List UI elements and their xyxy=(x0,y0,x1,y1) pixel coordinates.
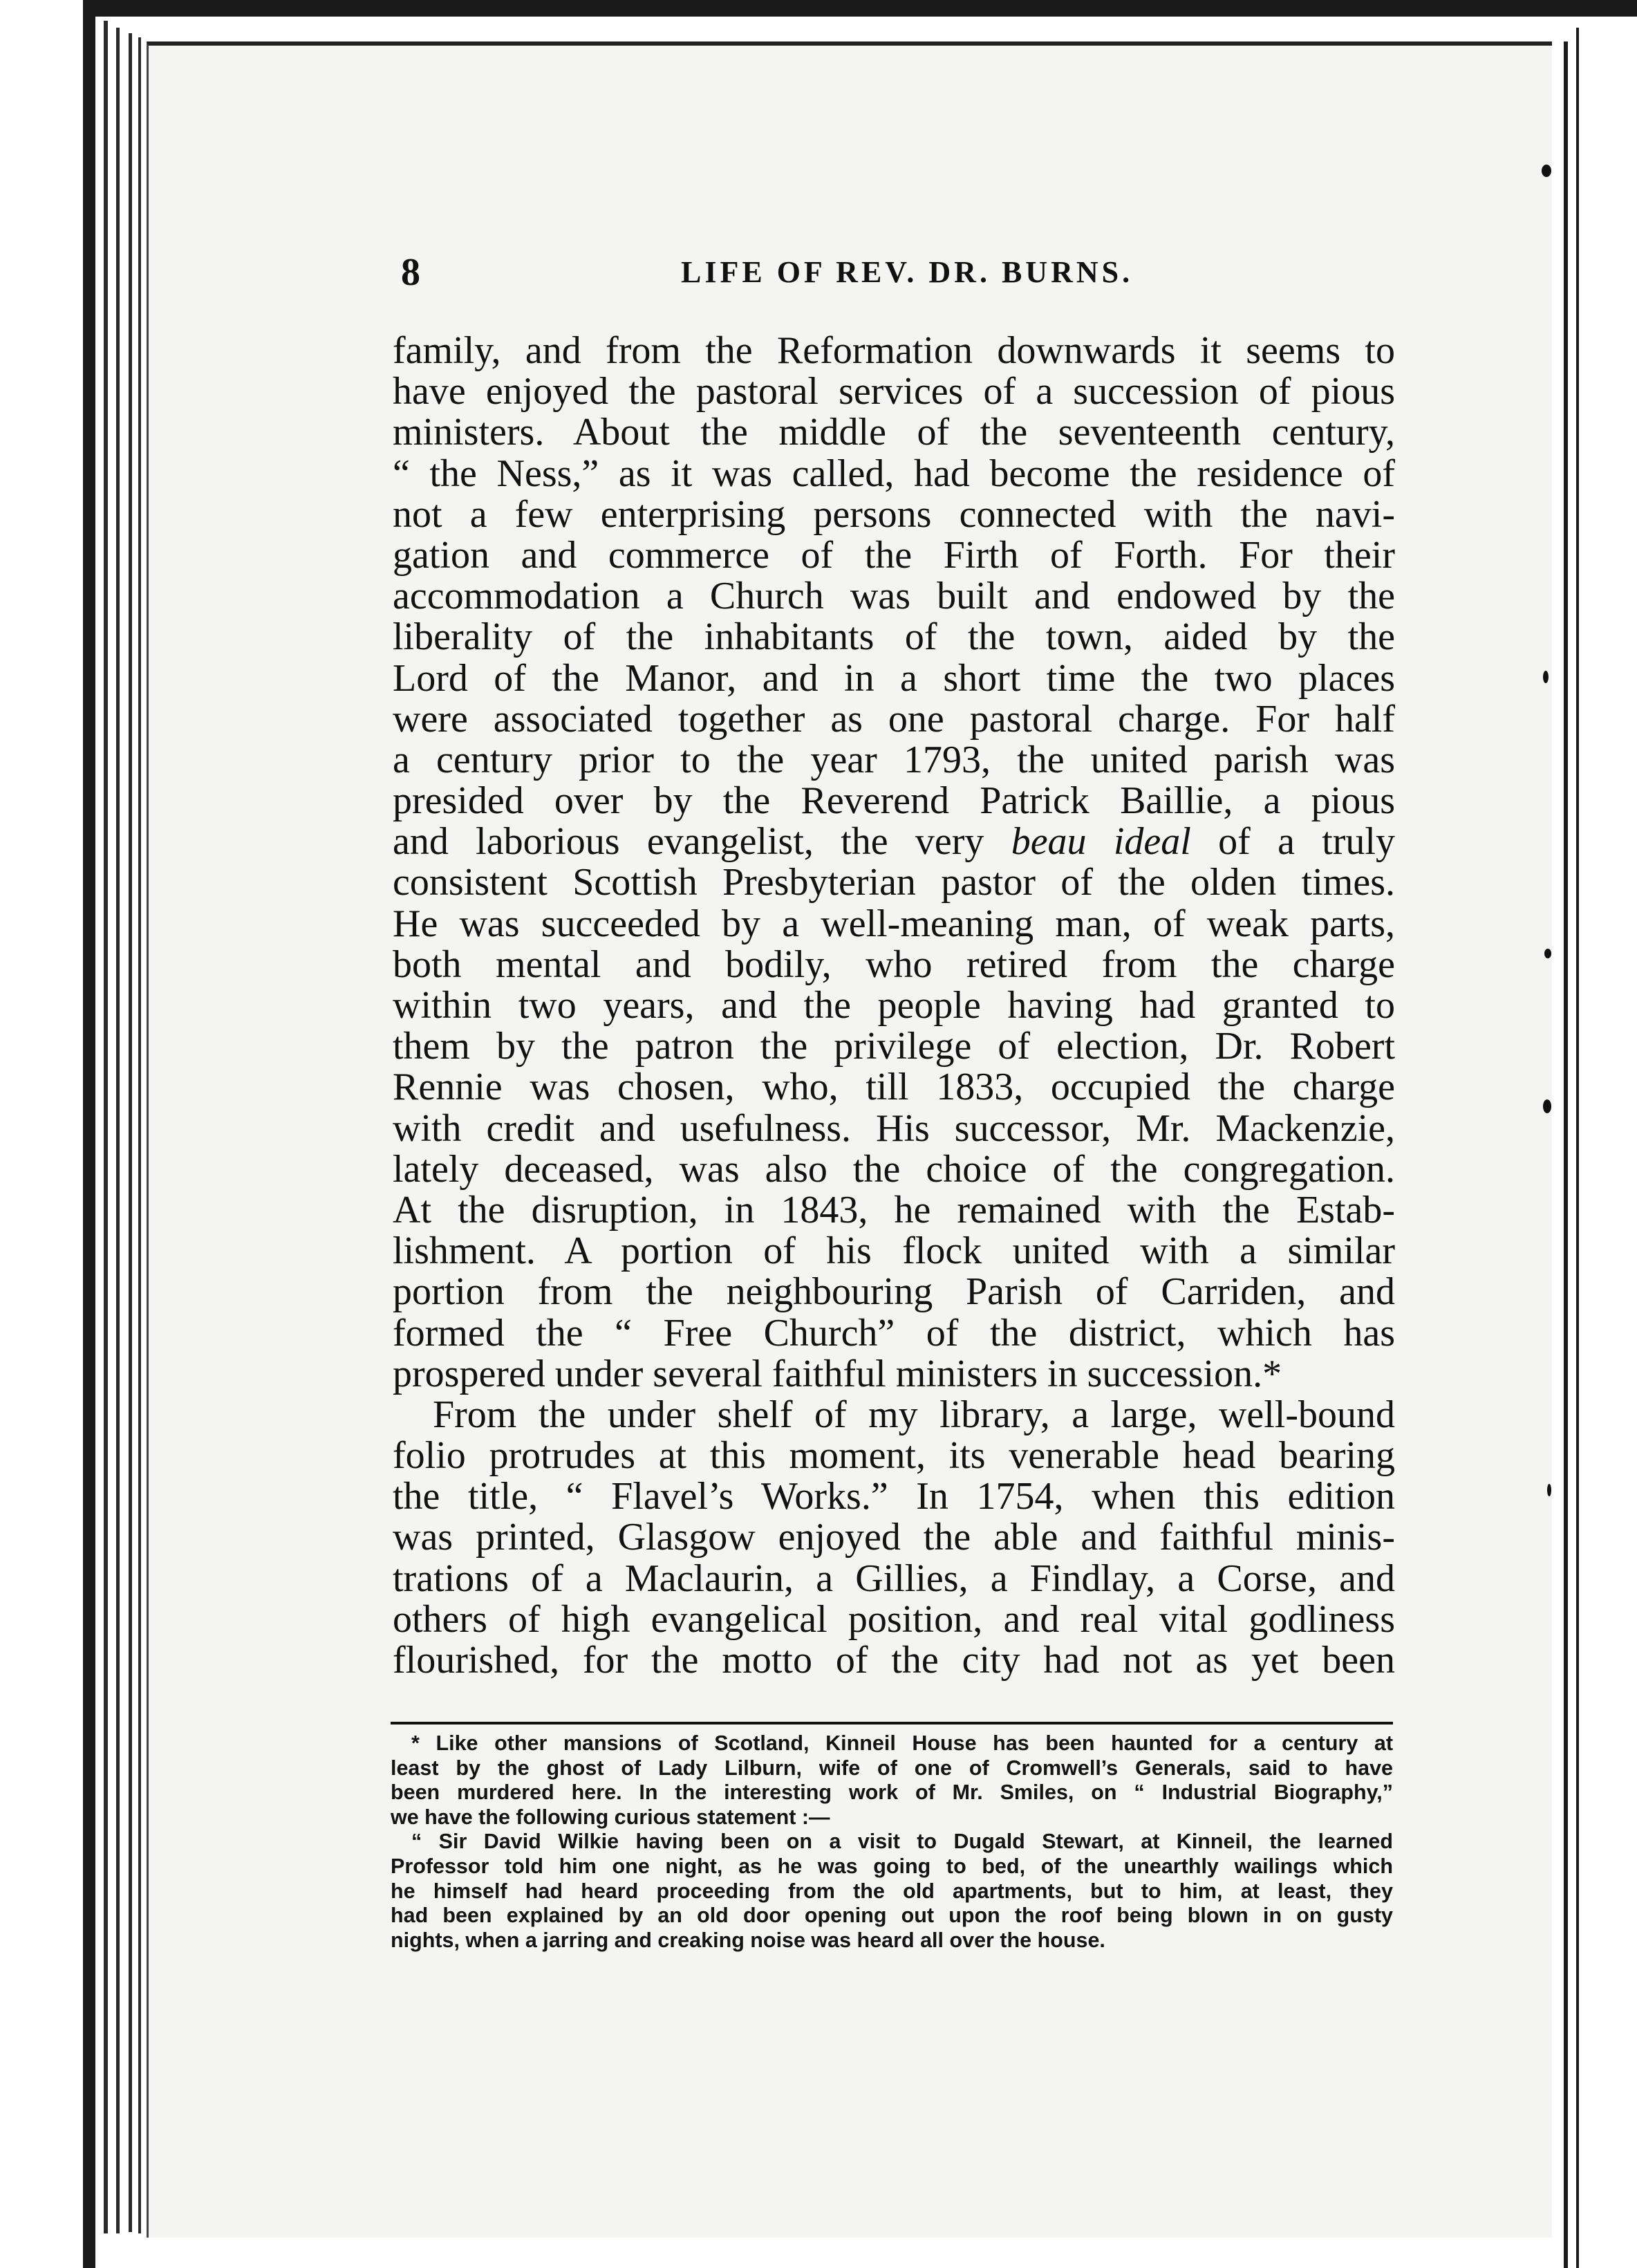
text-line: accommodation a Church was built and endowed by the xyxy=(393,575,1395,618)
footnote-line: least by the ghost of Lady Lilburn, wife of one of Cromwell’s Generals, said to have xyxy=(391,1756,1393,1780)
scan-top-border xyxy=(83,0,1637,17)
text-segment: of a truly xyxy=(1190,820,1395,864)
text-line: both mental and bodily, who retired from the charge xyxy=(393,942,1395,986)
text-line: ministers. About the middle of the seventeenth century, xyxy=(393,411,1395,454)
text-line: gation and commerce of the Firth of Forth. For their xyxy=(393,533,1395,577)
scan-speck xyxy=(1543,671,1549,683)
scan-speck xyxy=(1544,949,1551,958)
footnote-line: he himself had heard proceeding from the old apartments, but to him, at least, they xyxy=(391,1879,1393,1903)
text-line: folio protrudes at this moment, its venerable head bearing xyxy=(393,1434,1395,1478)
page-edge-line xyxy=(138,37,141,2233)
scan-speck xyxy=(1542,165,1551,177)
page-edge-line xyxy=(129,33,132,2232)
text-line: others of high evangelical position, and real vital godliness xyxy=(393,1597,1395,1641)
page-edge-line xyxy=(104,21,108,2233)
footnote-line: Professor told him one night, as he was going to bed, of the unearthly wailings which xyxy=(391,1854,1393,1878)
scan-speck xyxy=(1547,1484,1551,1496)
body-text xyxy=(393,331,1395,1681)
scan-speck xyxy=(1543,1099,1551,1113)
text-line-with-italic xyxy=(393,821,1395,862)
text-line: presided over by the Reverend Patrick Baillie, a pious xyxy=(393,779,1395,823)
page-header xyxy=(401,250,1396,299)
text-line: flourished, for the motto of the city had not as yet been xyxy=(393,1639,1395,1682)
footnotes xyxy=(391,1731,1393,1953)
text-line: family, and from the Reformation downwards it seems to xyxy=(393,329,1395,372)
text-segment: and laborious evangelist, the very xyxy=(393,820,1011,864)
text-line: not a few enterprising persons connected with the navi- xyxy=(393,492,1395,536)
footnote-line: * Like other mansions of Scotland, Kinneil House has been haunted for a century at xyxy=(411,1731,1393,1755)
footnote-line: been murdered here. In the interesting work of Mr. Smiles, on “ Industrial Biography,” xyxy=(391,1781,1393,1805)
text-line: were associated together as one pastoral charge. For half xyxy=(393,697,1395,741)
text-line: Lord of the Manor, and in a short time the two places xyxy=(393,656,1395,700)
italic-phrase: beau ideal xyxy=(1011,820,1191,864)
text-line: was printed, Glasgow enjoyed the able and faithful minis- xyxy=(393,1516,1395,1559)
text-line: a century prior to the year 1793, the united parish was xyxy=(393,738,1395,781)
text-line: prospered under several faithful ministers in succession.* xyxy=(393,1352,1282,1395)
text-line: the title, “ Flavel’s Works.” In 1754, when this edition xyxy=(393,1475,1395,1518)
footnote-rule xyxy=(391,1722,1393,1725)
page-number: 8 xyxy=(401,251,422,294)
footnote-line: had been explained by an old door opening out upon the roof being blown in on gusty xyxy=(391,1904,1393,1928)
footnote-line: nights, when a jarring and creaking noise was heard all over the house. xyxy=(391,1928,1105,1952)
text-line: portion from the neighbouring Parish of Carriden, and xyxy=(393,1270,1395,1314)
text-line: trations of a Maclaurin, a Gillies, a Findlay, a Corse, and xyxy=(393,1556,1395,1600)
footnote-line: we have the following curious statement :— xyxy=(391,1805,830,1829)
text-line: with credit and usefulness. His successor, Mr. Mackenzie, xyxy=(393,1106,1395,1150)
text-line: consistent Scottish Presbyterian pastor of the olden times. xyxy=(393,861,1395,904)
text-line: liberality of the inhabitants of the town, aided by the xyxy=(393,615,1395,659)
footnote-line: “ Sir David Wilkie having been on a visit to Dugald Stewart, at Kinneil, the learned xyxy=(411,1830,1393,1854)
text-line: Rennie was chosen, who, till 1833, occupied the charge xyxy=(393,1066,1395,1109)
scan-right-border xyxy=(1576,28,1579,2268)
text-line: lately deceased, was also the choice of the congregation. xyxy=(393,1147,1395,1191)
text-line: have enjoyed the pastoral services of a succession of pious xyxy=(393,370,1395,413)
scan-right-border xyxy=(1564,41,1568,2268)
text-line: At the disruption, in 1843, he remained with the Estab- xyxy=(393,1188,1395,1231)
text-line: within two years, and the people having had granted to xyxy=(393,984,1395,1027)
text-line: formed the “ Free Church” of the district, which has xyxy=(393,1311,1395,1355)
text-line: “ the Ness,” as it was called, had become the residence of xyxy=(393,452,1395,495)
text-line: From the under shelf of my library, a large, well-bound xyxy=(433,1393,1395,1436)
text-line: them by the patron the privilege of election, Dr. Robert xyxy=(393,1025,1395,1068)
page-edge-line xyxy=(116,28,120,2233)
text-line: He was succeeded by a well-meaning man, of weak parts, xyxy=(393,902,1395,945)
running-head: LIFE OF REV. DR. BURNS. xyxy=(681,255,1134,289)
scan-left-border xyxy=(83,0,95,2268)
text-line: lishment. A portion of his flock united with a similar xyxy=(393,1229,1395,1273)
